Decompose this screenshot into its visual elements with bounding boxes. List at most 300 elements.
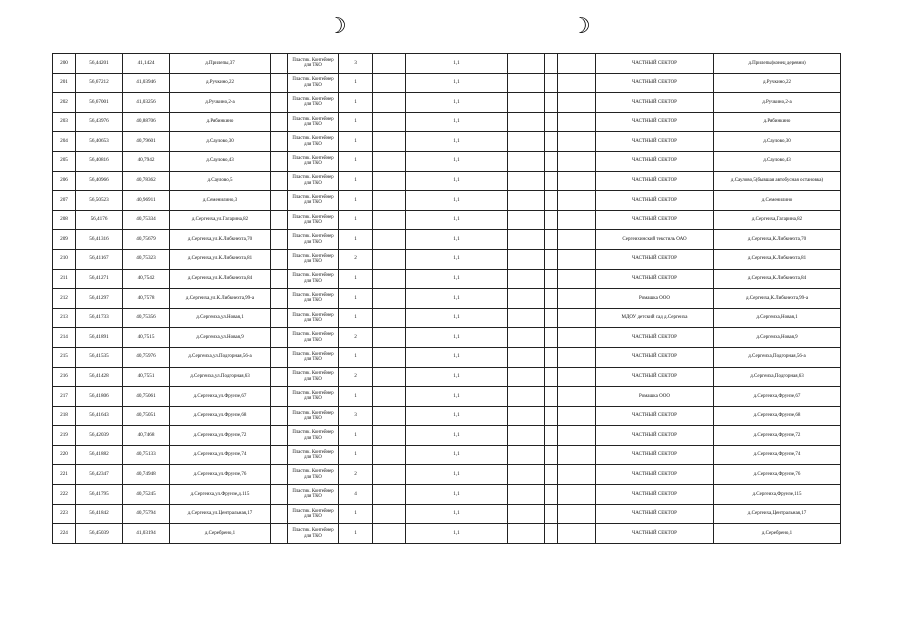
row-number: 205 — [53, 151, 76, 171]
waste-source: д.Сергеиха,Новая,1 — [714, 308, 841, 328]
empty-cell — [373, 73, 406, 93]
site-address: д.Саулово,5 — [170, 171, 271, 191]
container-volume: 1,1 — [406, 249, 508, 269]
row-number: 212 — [53, 289, 76, 309]
table-row — [53, 73, 841, 93]
container-count: 2 — [339, 328, 373, 348]
container-count: 2 — [339, 249, 373, 269]
site-address: д.Сергеиха,ул.Центральная,17 — [170, 504, 271, 524]
container-volume: 1,1 — [406, 485, 508, 505]
empty-cell — [508, 426, 545, 446]
empty-cell — [373, 210, 406, 230]
empty-cell — [508, 289, 545, 309]
empty-cell — [545, 210, 558, 230]
container-count: 1 — [339, 230, 373, 250]
empty-cell — [271, 387, 288, 407]
table-row — [53, 367, 841, 387]
empty-cell — [558, 230, 596, 250]
longitude: 40,88706 — [123, 112, 170, 132]
empty-cell — [558, 308, 596, 328]
container-volume: 1,1 — [406, 151, 508, 171]
waste-source: д.Сергеиха,Подгорная,63 — [714, 367, 841, 387]
waste-source: д.Прилепы(конец деревни) — [714, 54, 841, 74]
empty-cell — [373, 269, 406, 289]
container-volume: 1,1 — [406, 171, 508, 191]
empty-cell — [558, 406, 596, 426]
row-number: 215 — [53, 347, 76, 367]
container-count: 1 — [339, 93, 373, 113]
empty-cell — [373, 191, 406, 211]
container-type: Пластик. Контейнер для ТКО — [288, 151, 339, 171]
empty-cell — [545, 132, 558, 152]
empty-cell — [558, 426, 596, 446]
longitude: 40,75245 — [123, 485, 170, 505]
longitude: 40,75679 — [123, 230, 170, 250]
site-address: д.Рябинкино — [170, 112, 271, 132]
container-count: 1 — [339, 347, 373, 367]
longitude: 40,75133 — [123, 445, 170, 465]
empty-cell — [558, 445, 596, 465]
latitude: 56,41535 — [76, 347, 123, 367]
empty-cell — [373, 112, 406, 132]
container-type: Пластик. Контейнер для ТКО — [288, 230, 339, 250]
empty-cell — [508, 328, 545, 348]
table-row — [53, 426, 841, 446]
container-type: Пластик. Контейнер для ТКО — [288, 112, 339, 132]
latitude: 56,41316 — [76, 230, 123, 250]
site-address: д.Сергеиха,ул.К.Либкнехта,84 — [170, 269, 271, 289]
empty-cell — [373, 406, 406, 426]
container-volume: 1,1 — [406, 387, 508, 407]
container-count: 2 — [339, 367, 373, 387]
longitude: 40,7542 — [123, 269, 170, 289]
site-owner: ЧАСТНЫЙ СЕКТОР — [596, 132, 714, 152]
latitude: 56,41271 — [76, 269, 123, 289]
empty-cell — [271, 151, 288, 171]
site-address: д.Ручкино,2-а — [170, 93, 271, 113]
container-volume: 1,1 — [406, 73, 508, 93]
binder-mark-right: ☽ — [571, 14, 591, 39]
empty-cell — [558, 524, 596, 544]
empty-cell — [508, 112, 545, 132]
empty-cell — [373, 151, 406, 171]
waste-source: д.Рябинкино — [714, 112, 841, 132]
empty-cell — [508, 54, 545, 74]
container-count: 1 — [339, 504, 373, 524]
row-number: 214 — [53, 328, 76, 348]
row-number: 210 — [53, 249, 76, 269]
site-owner: Ромашка ООО — [596, 289, 714, 309]
latitude: 56,67001 — [76, 93, 123, 113]
longitude: 41,03946 — [123, 73, 170, 93]
empty-cell — [508, 367, 545, 387]
empty-cell — [558, 289, 596, 309]
row-number: 211 — [53, 269, 76, 289]
latitude: 56,41428 — [76, 367, 123, 387]
empty-cell — [271, 426, 288, 446]
container-volume: 1,1 — [406, 328, 508, 348]
empty-cell — [558, 112, 596, 132]
table-row — [53, 249, 841, 269]
waste-source: д.Сергеиха,К.Либкнехта,81 — [714, 249, 841, 269]
latitude: 56,41297 — [76, 289, 123, 309]
latitude: 56,43976 — [76, 112, 123, 132]
site-owner: ЧАСТНЫЙ СЕКТОР — [596, 191, 714, 211]
empty-cell — [373, 387, 406, 407]
container-volume: 1,1 — [406, 524, 508, 544]
container-sites-table — [52, 53, 841, 544]
site-owner: ЧАСТНЫЙ СЕКТОР — [596, 151, 714, 171]
site-address: д.Сергеиха,ул.Фрунзе,68 — [170, 406, 271, 426]
row-number: 224 — [53, 524, 76, 544]
longitude: 40,7578 — [123, 289, 170, 309]
container-count: 1 — [339, 524, 373, 544]
latitude: 56,41891 — [76, 328, 123, 348]
site-address: д.Сергеиха,ул.Гагарина,82 — [170, 210, 271, 230]
empty-cell — [508, 387, 545, 407]
container-type: Пластик. Контейнер для ТКО — [288, 426, 339, 446]
row-number: 223 — [53, 504, 76, 524]
container-count: 1 — [339, 269, 373, 289]
longitude: 41,03194 — [123, 524, 170, 544]
empty-cell — [558, 191, 596, 211]
empty-cell — [373, 504, 406, 524]
empty-cell — [545, 54, 558, 74]
site-address: д.Саулово,30 — [170, 132, 271, 152]
container-volume: 1,1 — [406, 445, 508, 465]
container-count: 1 — [339, 73, 373, 93]
container-volume: 1,1 — [406, 504, 508, 524]
empty-cell — [545, 93, 558, 113]
empty-cell — [373, 465, 406, 485]
container-count: 1 — [339, 112, 373, 132]
waste-source: д.Ручкино,2-а — [714, 93, 841, 113]
binder-mark-left: ☽ — [327, 14, 347, 39]
table-row — [53, 524, 841, 544]
empty-cell — [373, 367, 406, 387]
row-number: 222 — [53, 485, 76, 505]
row-number: 201 — [53, 73, 76, 93]
longitude: 40,75976 — [123, 347, 170, 367]
longitude: 40,78362 — [123, 171, 170, 191]
longitude: 41,1424 — [123, 54, 170, 74]
empty-cell — [508, 249, 545, 269]
container-volume: 1,1 — [406, 289, 508, 309]
container-volume: 1,1 — [406, 93, 508, 113]
empty-cell — [545, 504, 558, 524]
row-number: 216 — [53, 367, 76, 387]
empty-cell — [271, 347, 288, 367]
empty-cell — [508, 191, 545, 211]
waste-source: д.Ручкино,22 — [714, 73, 841, 93]
empty-cell — [271, 465, 288, 485]
container-volume: 1,1 — [406, 465, 508, 485]
empty-cell — [271, 171, 288, 191]
site-owner: ЧАСТНЫЙ СЕКТОР — [596, 445, 714, 465]
empty-cell — [373, 328, 406, 348]
waste-source: д.Сергеиха,Фрунзе,68 — [714, 406, 841, 426]
site-address: д.Прилепы,37 — [170, 54, 271, 74]
site-owner: ЧАСТНЫЙ СЕКТОР — [596, 465, 714, 485]
site-address: д.Сергеиха,ул.К.Либкнехта,81 — [170, 249, 271, 269]
latitude: 56,40653 — [76, 132, 123, 152]
site-address: д.Сергеиха,ул.Новая,9 — [170, 328, 271, 348]
empty-cell — [545, 524, 558, 544]
empty-cell — [508, 465, 545, 485]
empty-cell — [373, 54, 406, 74]
site-owner: ЧАСТНЫЙ СЕКТОР — [596, 269, 714, 289]
empty-cell — [545, 485, 558, 505]
latitude: 56,41842 — [76, 504, 123, 524]
longitude: 40,75334 — [123, 210, 170, 230]
waste-source: д.Сергеиха,Фрунзе,115 — [714, 485, 841, 505]
empty-cell — [558, 504, 596, 524]
empty-cell — [558, 249, 596, 269]
latitude: 56,42347 — [76, 465, 123, 485]
row-number: 207 — [53, 191, 76, 211]
site-owner: ЧАСТНЫЙ СЕКТОР — [596, 171, 714, 191]
longitude: 40,75794 — [123, 504, 170, 524]
waste-source: д.Сергеиха,Фрунзе,76 — [714, 465, 841, 485]
table-row — [53, 387, 841, 407]
empty-cell — [271, 328, 288, 348]
container-volume: 1,1 — [406, 347, 508, 367]
empty-cell — [508, 230, 545, 250]
container-type: Пластик. Контейнер для ТКО — [288, 132, 339, 152]
longitude: 40,7468 — [123, 426, 170, 446]
empty-cell — [558, 210, 596, 230]
empty-cell — [508, 347, 545, 367]
latitude: 56,67212 — [76, 73, 123, 93]
table-row — [53, 191, 841, 211]
row-number: 213 — [53, 308, 76, 328]
site-owner: Ромашка ООО — [596, 387, 714, 407]
container-type: Пластик. Контейнер для ТКО — [288, 445, 339, 465]
empty-cell — [271, 210, 288, 230]
table-row — [53, 485, 841, 505]
container-type: Пластик. Контейнер для ТКО — [288, 269, 339, 289]
site-address: д.Сергеиха,ул.Фрунзе,67 — [170, 387, 271, 407]
container-type: Пластик. Контейнер для ТКО — [288, 54, 339, 74]
site-address: д.Сергеиха,ул.Подгорная,56-а — [170, 347, 271, 367]
container-volume: 1,1 — [406, 132, 508, 152]
site-address: д.Сергеиха,ул.Фрунзе,д.115 — [170, 485, 271, 505]
container-count: 1 — [339, 171, 373, 191]
empty-cell — [271, 504, 288, 524]
empty-cell — [508, 269, 545, 289]
container-type: Пластик. Контейнер для ТКО — [288, 367, 339, 387]
site-owner: ЧАСТНЫЙ СЕКТОР — [596, 328, 714, 348]
longitude: 40,75323 — [123, 249, 170, 269]
empty-cell — [271, 485, 288, 505]
waste-source: д.Саулово,30 — [714, 132, 841, 152]
table-row — [53, 347, 841, 367]
empty-cell — [508, 132, 545, 152]
waste-source: д.Сергеиха,К.Либкнехта,70 — [714, 230, 841, 250]
container-count: 3 — [339, 54, 373, 74]
latitude: 56,42039 — [76, 426, 123, 446]
empty-cell — [271, 132, 288, 152]
table-row — [53, 504, 841, 524]
latitude: 56,45039 — [76, 524, 123, 544]
site-address: д.Серебрено,1 — [170, 524, 271, 544]
container-count: 1 — [339, 289, 373, 309]
site-address: д.Сергеиха,ул.К.Либкнехта,70 — [170, 230, 271, 250]
site-owner: ЧАСТНЫЙ СЕКТОР — [596, 210, 714, 230]
site-address: д.Сергеиха,ул.Фрунзе,72 — [170, 426, 271, 446]
site-owner: Сергеихинский текстиль ОАО — [596, 230, 714, 250]
row-number: 208 — [53, 210, 76, 230]
empty-cell — [545, 289, 558, 309]
container-type: Пластик. Контейнер для ТКО — [288, 191, 339, 211]
longitude: 41,03256 — [123, 93, 170, 113]
empty-cell — [558, 465, 596, 485]
empty-cell — [508, 485, 545, 505]
site-owner: ЧАСТНЫЙ СЕКТОР — [596, 93, 714, 113]
container-count: 1 — [339, 387, 373, 407]
empty-cell — [508, 504, 545, 524]
row-number: 209 — [53, 230, 76, 250]
longitude: 40,79601 — [123, 132, 170, 152]
container-volume: 1,1 — [406, 230, 508, 250]
site-address: д.Сергеиха,ул.Новая,1 — [170, 308, 271, 328]
empty-cell — [373, 445, 406, 465]
empty-cell — [373, 524, 406, 544]
empty-cell — [545, 328, 558, 348]
site-owner: ЧАСТНЫЙ СЕКТОР — [596, 347, 714, 367]
site-owner: МДОУ детский сад д.Сергеиха — [596, 308, 714, 328]
table-row — [53, 54, 841, 74]
container-type: Пластик. Контейнер для ТКО — [288, 406, 339, 426]
empty-cell — [558, 269, 596, 289]
container-type: Пластик. Контейнер для ТКО — [288, 524, 339, 544]
empty-cell — [545, 230, 558, 250]
empty-cell — [373, 132, 406, 152]
empty-cell — [271, 406, 288, 426]
empty-cell — [545, 308, 558, 328]
empty-cell — [373, 93, 406, 113]
empty-cell — [373, 289, 406, 309]
table-row — [53, 151, 841, 171]
row-number: 221 — [53, 465, 76, 485]
empty-cell — [545, 367, 558, 387]
latitude: 56,44201 — [76, 54, 123, 74]
longitude: 40,75051 — [123, 406, 170, 426]
empty-cell — [271, 269, 288, 289]
empty-cell — [508, 406, 545, 426]
empty-cell — [271, 112, 288, 132]
empty-cell — [545, 465, 558, 485]
container-type: Пластик. Контейнер для ТКО — [288, 289, 339, 309]
container-count: 3 — [339, 406, 373, 426]
longitude: 40,96911 — [123, 191, 170, 211]
waste-source: д.Семенилино — [714, 191, 841, 211]
empty-cell — [508, 524, 545, 544]
waste-source: д.Саулово,43 — [714, 151, 841, 171]
container-type: Пластик. Контейнер для ТКО — [288, 504, 339, 524]
empty-cell — [508, 73, 545, 93]
container-count: 2 — [339, 465, 373, 485]
latitude: 56,4176 — [76, 210, 123, 230]
empty-cell — [545, 73, 558, 93]
waste-source: д.Сергеиха,Подгорная,56-а — [714, 347, 841, 367]
row-number: 203 — [53, 112, 76, 132]
empty-cell — [508, 308, 545, 328]
empty-cell — [545, 445, 558, 465]
row-number: 218 — [53, 406, 76, 426]
empty-cell — [558, 73, 596, 93]
longitude: 40,75356 — [123, 308, 170, 328]
empty-cell — [271, 93, 288, 113]
table-row — [53, 269, 841, 289]
waste-source: д.Сергеиха,Фрунзе,67 — [714, 387, 841, 407]
row-number: 219 — [53, 426, 76, 446]
waste-source: д.Саулово,5(бывшая автобусная остановка) — [714, 171, 841, 191]
container-volume: 1,1 — [406, 191, 508, 211]
row-number: 217 — [53, 387, 76, 407]
container-type: Пластик. Контейнер для ТКО — [288, 308, 339, 328]
container-count: 1 — [339, 132, 373, 152]
container-count: 4 — [339, 485, 373, 505]
waste-source: д.Сергеиха,К.Либкнехта,84 — [714, 269, 841, 289]
empty-cell — [545, 191, 558, 211]
table-row — [53, 132, 841, 152]
empty-cell — [558, 54, 596, 74]
site-owner: ЧАСТНЫЙ СЕКТОР — [596, 406, 714, 426]
container-type: Пластик. Контейнер для ТКО — [288, 485, 339, 505]
empty-cell — [545, 151, 558, 171]
container-volume: 1,1 — [406, 406, 508, 426]
empty-cell — [558, 171, 596, 191]
container-type: Пластик. Контейнер для ТКО — [288, 93, 339, 113]
empty-cell — [508, 93, 545, 113]
table-row — [53, 328, 841, 348]
empty-cell — [373, 347, 406, 367]
latitude: 56,41733 — [76, 308, 123, 328]
empty-cell — [271, 73, 288, 93]
site-owner: ЧАСТНЫЙ СЕКТОР — [596, 112, 714, 132]
waste-source: д.Сергеиха,К.Либкнехта,99-а — [714, 289, 841, 309]
row-number: 200 — [53, 54, 76, 74]
site-owner: ЧАСТНЫЙ СЕКТОР — [596, 54, 714, 74]
container-type: Пластик. Контейнер для ТКО — [288, 210, 339, 230]
empty-cell — [558, 485, 596, 505]
container-count: 1 — [339, 426, 373, 446]
latitude: 56,40816 — [76, 151, 123, 171]
empty-cell — [508, 171, 545, 191]
waste-source: д.Сергеиха,Гагарина,82 — [714, 210, 841, 230]
waste-source: д.Сергеиха,Центральная,17 — [714, 504, 841, 524]
longitude: 40,7515 — [123, 328, 170, 348]
table-row — [53, 230, 841, 250]
table-row — [53, 445, 841, 465]
site-owner: ЧАСТНЫЙ СЕКТОР — [596, 249, 714, 269]
waste-source: д.Сергеиха,Фрунзе,72 — [714, 426, 841, 446]
empty-cell — [271, 308, 288, 328]
container-count: 1 — [339, 210, 373, 230]
empty-cell — [545, 426, 558, 446]
longitude: 40,7551 — [123, 367, 170, 387]
longitude: 40,7942 — [123, 151, 170, 171]
empty-cell — [271, 191, 288, 211]
row-number: 202 — [53, 93, 76, 113]
container-count: 1 — [339, 308, 373, 328]
longitude: 40,74948 — [123, 465, 170, 485]
container-volume: 1,1 — [406, 210, 508, 230]
site-address: д.Сергеиха,ул.Фрунзе,76 — [170, 465, 271, 485]
empty-cell — [558, 367, 596, 387]
container-volume: 1,1 — [406, 367, 508, 387]
